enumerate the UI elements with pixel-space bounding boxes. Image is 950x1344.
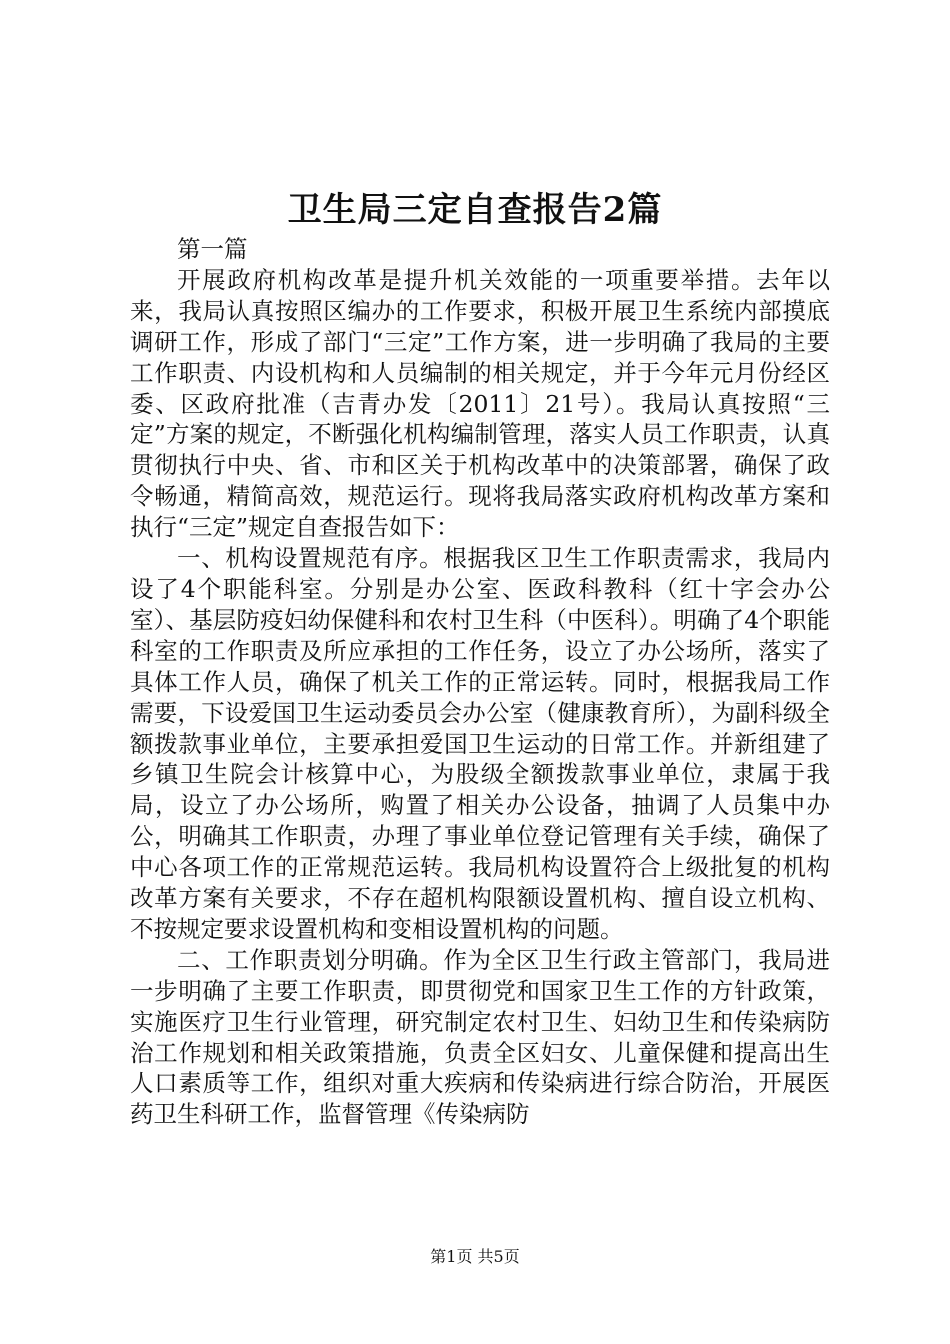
paragraph: 一、机构设置规范有序。根据我区卫生工作职责需求，我局内设了4个职能科室。分别是办公室、医政科教科（红十字会办公室）、基层防疫妇幼保健科和农村卫生科（中医科）。明确了4个职能科室的工作职责及所应承担的工作任务，设立了办公场所，落实了具体工作人员，确保了机关工作的正常运转。同时，根据我局工作需要，下设爱国卫生运动委员会办公室（健康教育所），为副科级全额拨款事业单位，主要承担爱国卫生运动的日常工作。并新组建了乡镇卫生院会计核算中心，为股级全额拨款事业单位，隶属于我局，设立了办公场所，购置了相关办公设备，抽调了人员集中办公，明确其工作职责，办理了事业单位登记管理有关手续，确保了中心各项工作的正常规范运转。我局机构设置符合上级批复的机构改革方案有关要求，不存在超机构限额设置机构、擅自设立机构、不按规定要求设置机构和变相设置机构的问题。 <box>130 544 830 943</box>
section-heading: 第一篇 <box>177 235 248 263</box>
paragraph: 二、工作职责划分明确。作为全区卫生行政主管部门，我局进一步明确了主要工作职责，即贯彻党和国家卫生工作的方针政策，实施医疗卫生行业管理，研究制定农村卫生、妇幼卫生和传染病防治工作规划和相关政策措施，负责全区妇女、儿童保健和提高出生人口素质等工作，组织对重大疾病和传染病进行综合防治，开展医药卫生科研工作，监督管理《传染病防 <box>130 945 830 1129</box>
paragraph: 开展政府机构改革是提升机关效能的一项重要举措。去年以来，我局认真按照区编办的工作要求，积极开展卫生系统内部摸底调研工作，形成了部门“三定”工作方案，进一步明确了我局的主要工作职责、内设机构和人员编制的相关规定，并于今年元月份经区委、区政府批准（吉青办发〔2011〕21号）。我局认真按照“三定”方案的规定，不断强化机构编制管理，落实人员工作职责，认真贯彻执行中央、省、市和区关于机构改革中的决策部署，确保了政令畅通，精简高效，规范运行。现将我局落实政府机构改革方案和执行“三定”规定自查报告如下： <box>130 265 830 542</box>
document-title: 卫生局三定自查报告2篇 <box>287 190 663 230</box>
document-body <box>130 234 830 1130</box>
page-footer: 第1页 共5页 <box>430 1247 520 1266</box>
